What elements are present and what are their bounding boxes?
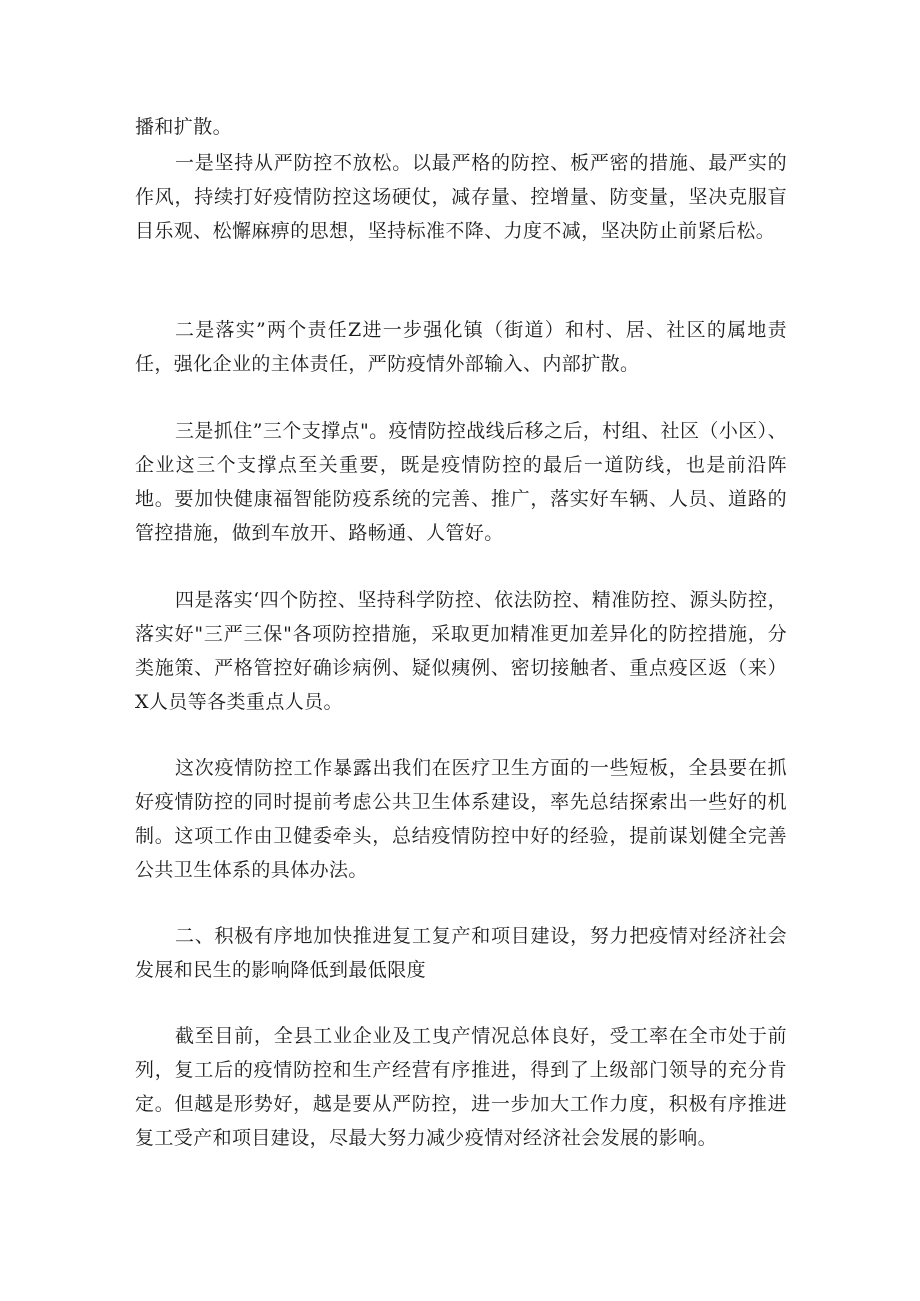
paragraph-two-responsibilities: 二是落实”两个责任Z进一步强化镇（街道）和村、居、社区的属地责任，强化企业的主体责任，严防疫情外部输入、内部扩散。 [135,319,787,375]
paragraph-public-health-system: 这次疫情防控工作暴露出我们在医疗卫生方面的一些短板，全县要在抓好疫情防控的同时提前考虑公共卫生体系建设，率先总结探索出一些好的机制。这项工作由卫健委牵头，总结疫情防控中好的经验，提前谋划健全完善公共卫生体系的具体办法。 [135,757,787,881]
paragraph-current-status: 截至目前，全县工业企业及工曳产情况总体良好，受工率在全市处于前列，复工后的疫情防控和生产经营有序推进，得到了上级部门领导的充分肯定。但越是形势好，越是要从严防控，进一步加大工作力度，积极有序推进复工受产和项目建设，尽最大努力减少疫情对经济社会发展的影响。 [135,1025,787,1149]
paragraph-four-controls: 四是落实‘四个防控、坚持科学防控、依法防控、精准防控、源头防控，落实好"三严三保"各项防控措施，采取更加精准更加差异化的防控措施，分类施策、严格管控好确诊病例、疑似痍例、密切接触者、重点疫区返（来）X人员等各类重点人员。 [135,589,787,713]
section-heading-resume-production: 二、积极有序地加快推进复工复产和项目建设，努力把疫情对经济社会发展和民生的影响降低到最低限度 [135,925,787,981]
paragraph-three-support-points: 三是抓住”三个支撑点"。疫情防控战线后移之后，村组、社区（小区）、企业这三个支撑点至关重要，既是疫情防控的最后一道防线，也是前沿阵地。要加快健康福智能防疫系统的完善、推广，落实好车辆、人员、道路的管控措施，做到车放开、路畅通、人管好。 [135,420,787,544]
paragraph-continuation: 播和扩散。 [135,116,233,138]
paragraph-strict-prevention: 一是坚持从严防控不放松。以最严格的防控、板严密的措施、最严实的作风，持续打好疫情防控这场硬仗，减存量、控增量、防变量，坚决克服盲目乐观、松懈麻痹的思想，坚持标准不降、力度不减，坚决防止前紧后松。 [135,152,787,242]
